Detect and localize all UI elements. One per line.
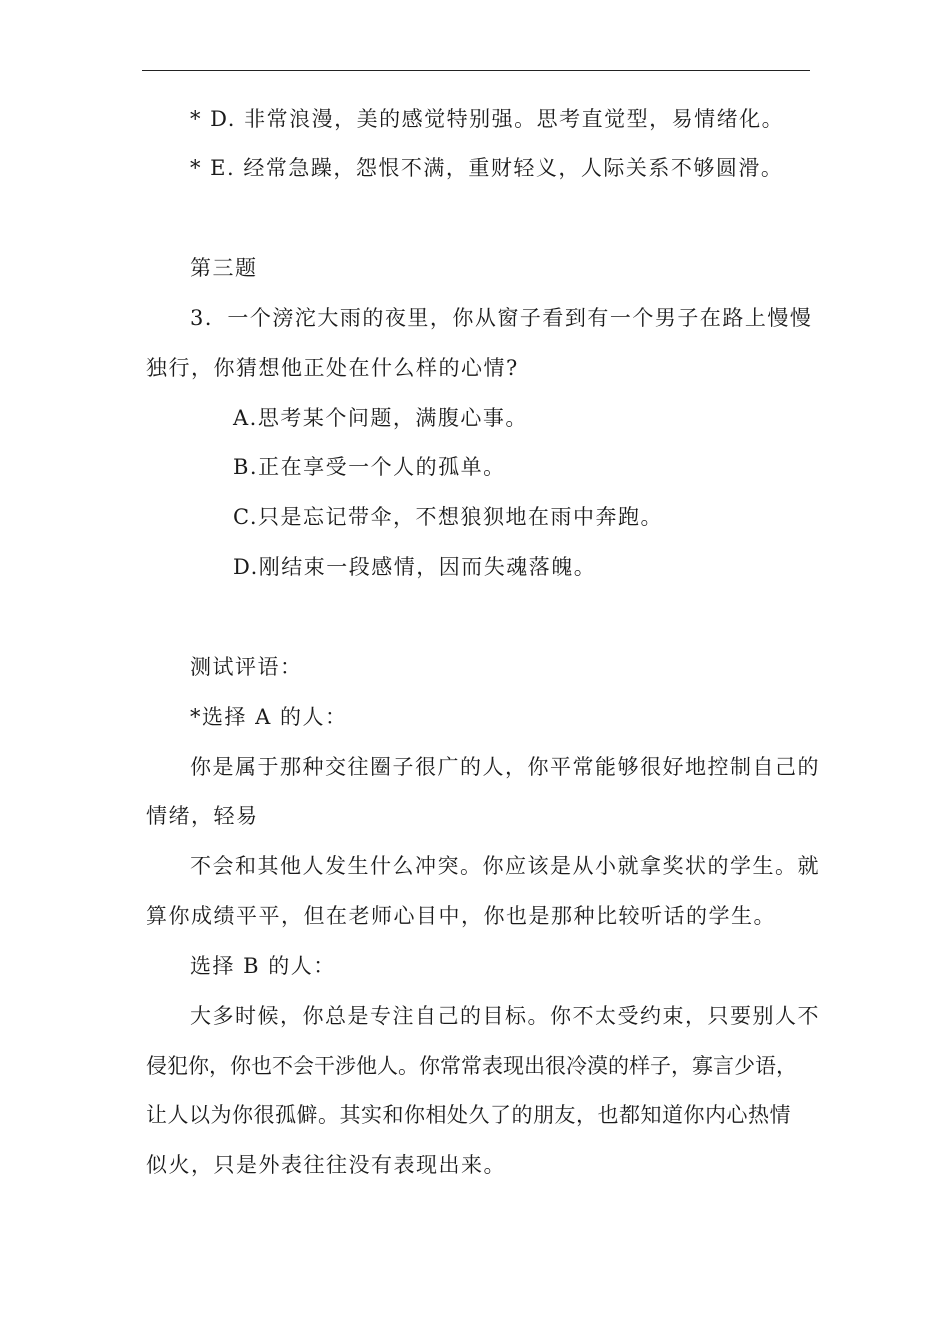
answer-option-d: D.刚结束一段感情，因而失魂落魄。 bbox=[233, 555, 597, 579]
answer-option-c: C.只是忘记带伞，不想狼狈地在雨中奔跑。 bbox=[233, 505, 663, 529]
choice-b-heading: 选择 B 的人： bbox=[190, 954, 336, 978]
section-heading: 第三题 bbox=[190, 256, 258, 280]
choice-b-text-2: 侵犯你，你也不会干涉他人。你常常表现出很冷漠的样子，寡言少语， bbox=[146, 1054, 797, 1078]
choice-a-text-4: 算你成绩平平，但在老师心目中，你也是那种比较听话的学生。 bbox=[146, 904, 776, 928]
answer-option-b: B.正在享受一个人的孤单。 bbox=[233, 455, 506, 479]
option-e-desc: * E. 经常急躁，怨恨不满，重财轻义，人际关系不够圆滑。 bbox=[190, 156, 784, 180]
choice-a-heading: *选择 A 的人： bbox=[190, 705, 348, 729]
choice-a-text-3: 不会和其他人发生什么冲突。你应该是从小就拿奖状的学生。就 bbox=[190, 854, 820, 878]
comment-heading: 测试评语： bbox=[190, 655, 303, 679]
question-line-2: 独行，你猜想他正处在什么样的心情? bbox=[146, 356, 519, 380]
option-d-desc: * D. 非常浪漫，美的感觉特别强。思考直觉型，易情绪化。 bbox=[190, 107, 785, 131]
choice-a-text-1: 你是属于那种交往圈子很广的人，你平常能够很好地控制自己的 bbox=[190, 755, 820, 779]
choice-b-text-4: 似火，只是外表往往没有表现出来。 bbox=[146, 1153, 506, 1177]
choice-a-text-2: 情绪，轻易 bbox=[146, 804, 259, 828]
question-line-1: 3．一个滂沱大雨的夜里，你从窗子看到有一个男子在路上慢慢 bbox=[190, 306, 813, 330]
answer-option-a: A.思考某个问题，满腹心事。 bbox=[233, 406, 528, 430]
choice-b-text-1: 大多时候，你总是专注自己的目标。你不太受约束，只要别人不 bbox=[190, 1004, 820, 1028]
header-rule bbox=[142, 70, 810, 71]
choice-b-text-3: 让人以为你很孤僻。其实和你相处久了的朋友，也都知道你内心热情 bbox=[146, 1103, 791, 1127]
